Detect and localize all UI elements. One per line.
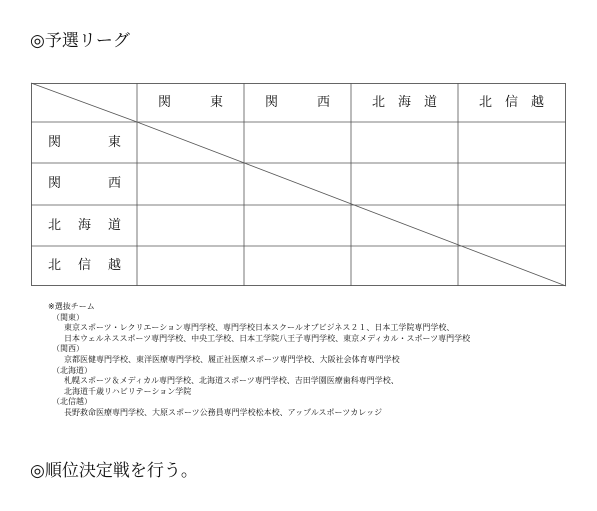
row-header-1: 関 東 — [48, 134, 121, 150]
section-heading-placement-matches: ◎順位決定戦を行う。 — [30, 461, 198, 481]
row-header-2: 関 西 — [48, 176, 121, 191]
notes-title: ※選抜チーム — [48, 302, 95, 311]
notes-school-list-line: 京都医健専門学校、東洋医療専門学校、履正社医療スポーツ専門学校、大阪社会体育専門学校 — [64, 354, 400, 364]
row-header-4: 北 信 越 — [48, 258, 121, 273]
selected-teams-notes — [48, 302, 568, 419]
column-header-2: 関 西 — [265, 95, 330, 110]
notes-group-label: （関東） — [52, 312, 84, 322]
corner-diagonal-line — [31, 83, 137, 122]
column-header-4: 北 信 越 — [479, 95, 544, 110]
column-header-1: 関 東 — [158, 95, 223, 110]
match-diagonal-line — [137, 122, 566, 286]
notes-school-list-line: 長野救命医療専門学校、大原スポーツ公務員専門学校松本校、アップルスポーツカレッジ — [64, 407, 383, 417]
notes-school-list-line: 北海道千歳リハビリテーション学院 — [64, 386, 192, 396]
row-header-3: 北 海 道 — [48, 217, 121, 233]
column-header-3: 北 海 道 — [372, 95, 437, 110]
league-table — [31, 83, 566, 286]
notes-group-label: （関西） — [52, 344, 84, 354]
notes-group-label: （北信越） — [52, 397, 92, 407]
notes-school-list-line: 札幌スポーツ＆メディカル専門学校、北海道スポーツ専門学校、吉田学園医療歯科専門学校、 — [64, 376, 399, 386]
section-heading-preliminary-league: ◎予選リーグ — [30, 31, 130, 51]
notes-school-list-line: 日本ウェルネススポーツ専門学校、中央工学校、日本工学院八王子専門学校、東京メディカル・スポーツ専門学校 — [64, 333, 471, 343]
notes-school-list-line: 東京スポーツ・レクリエーション専門学校、専門学校日本スクールオブビジネス２１、日本工学院専門学校、 — [64, 323, 455, 333]
notes-group-label: （北海道） — [52, 365, 92, 375]
